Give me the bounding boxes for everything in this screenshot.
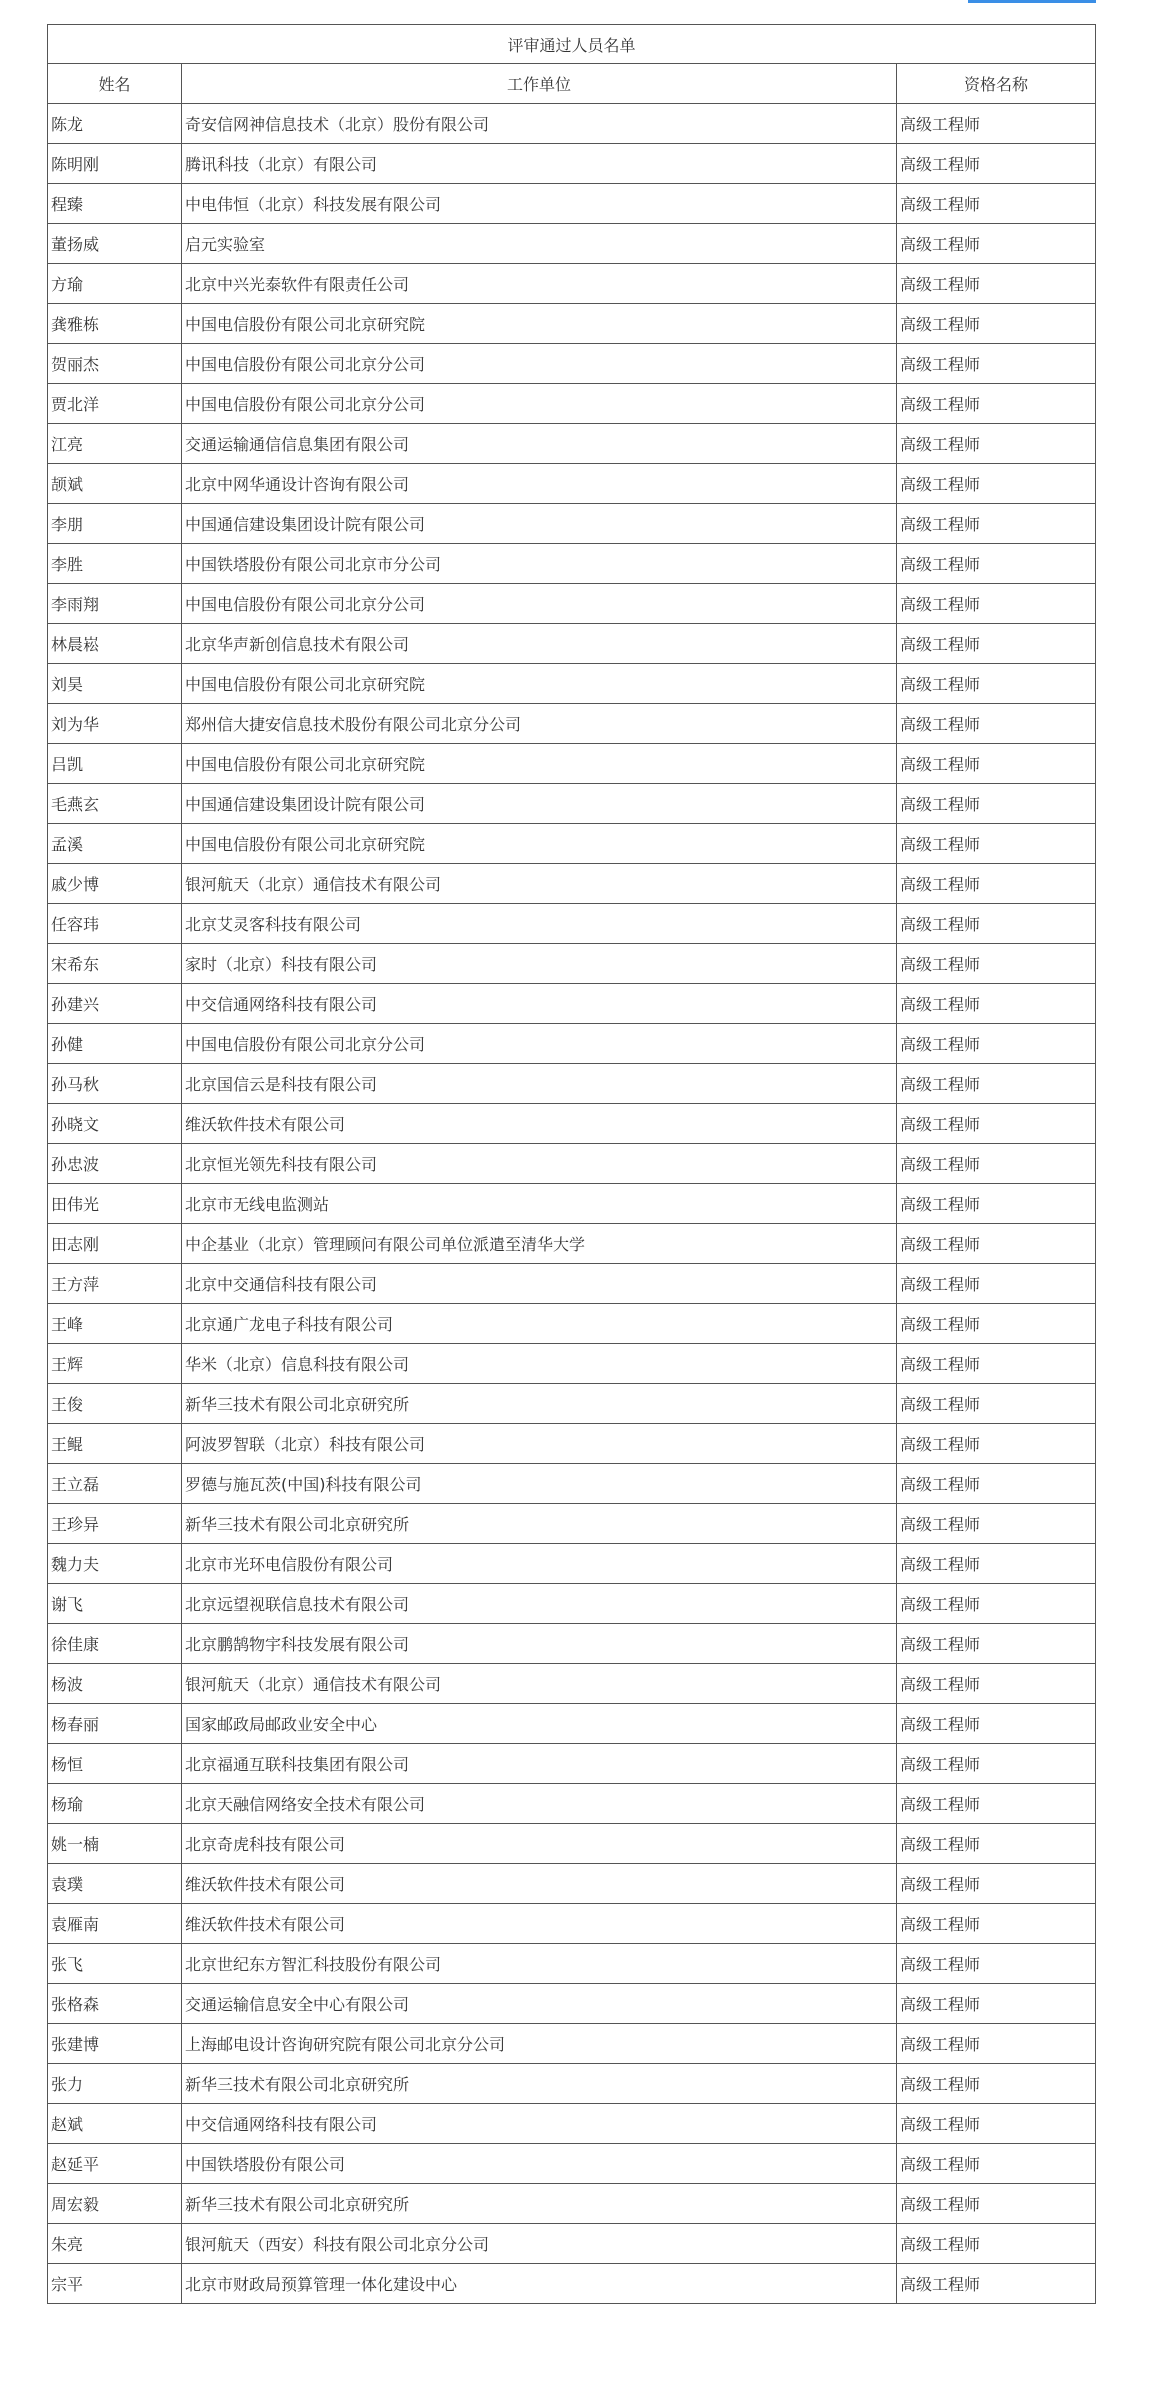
cell-qualification: 高级工程师: [897, 504, 1096, 544]
cell-unit: 中国电信股份有限公司北京研究院: [182, 304, 897, 344]
cell-unit: 新华三技术有限公司北京研究所: [182, 1384, 897, 1424]
cell-unit: 中国电信股份有限公司北京分公司: [182, 344, 897, 384]
table-row: [48, 1344, 1096, 1384]
cell-unit: 中国电信股份有限公司北京研究院: [182, 824, 897, 864]
cell-name: 赵斌: [48, 2104, 182, 2144]
cell-name: 龚雅栋: [48, 304, 182, 344]
cell-unit: 中国电信股份有限公司北京研究院: [182, 744, 897, 784]
table-row: [48, 1704, 1096, 1744]
cell-qualification: 高级工程师: [897, 1504, 1096, 1544]
cell-unit: 北京鹏鹄物宇科技发展有限公司: [182, 1624, 897, 1664]
cell-name: 刘为华: [48, 704, 182, 744]
cell-qualification: 高级工程师: [897, 1424, 1096, 1464]
cell-name: 张建博: [48, 2024, 182, 2064]
cell-qualification: 高级工程师: [897, 624, 1096, 664]
cell-qualification: 高级工程师: [897, 104, 1096, 144]
table-row: [48, 1464, 1096, 1504]
cell-name: 姚一楠: [48, 1824, 182, 1864]
cell-qualification: 高级工程师: [897, 424, 1096, 464]
table-title: 评审通过人员名单: [48, 25, 1096, 64]
cell-qualification: 高级工程师: [897, 1624, 1096, 1664]
cell-qualification: 高级工程师: [897, 1184, 1096, 1224]
cell-name: 李朋: [48, 504, 182, 544]
cell-name: 宋希东: [48, 944, 182, 984]
cell-unit: 中电伟恒（北京）科技发展有限公司: [182, 184, 897, 224]
cell-unit: 中企基业（北京）管理顾问有限公司单位派遣至清华大学: [182, 1224, 897, 1264]
cell-unit: 北京艾灵客科技有限公司: [182, 904, 897, 944]
cell-unit: 中交信通网络科技有限公司: [182, 984, 897, 1024]
table-row: [48, 1584, 1096, 1624]
table-row: [48, 1424, 1096, 1464]
cell-qualification: 高级工程师: [897, 1344, 1096, 1384]
cell-unit: 北京国信云是科技有限公司: [182, 1064, 897, 1104]
cell-name: 孙晓文: [48, 1104, 182, 1144]
cell-unit: 北京中兴光泰软件有限责任公司: [182, 264, 897, 304]
cell-name: 王峰: [48, 1304, 182, 1344]
cell-qualification: 高级工程师: [897, 1024, 1096, 1064]
cell-name: 朱亮: [48, 2224, 182, 2264]
table-row: [48, 224, 1096, 264]
cell-unit: 银河航天（北京）通信技术有限公司: [182, 1664, 897, 1704]
cell-name: 王鲲: [48, 1424, 182, 1464]
cell-name: 毛燕玄: [48, 784, 182, 824]
cell-unit: 中国铁塔股份有限公司北京市分公司: [182, 544, 897, 584]
table-row: [48, 304, 1096, 344]
cell-qualification: 高级工程师: [897, 704, 1096, 744]
header-qualification: 资格名称: [897, 64, 1096, 104]
cell-name: 任容玮: [48, 904, 182, 944]
cell-qualification: 高级工程师: [897, 144, 1096, 184]
cell-qualification: 高级工程师: [897, 344, 1096, 384]
cell-unit: 中国电信股份有限公司北京分公司: [182, 1024, 897, 1064]
cell-name: 王俊: [48, 1384, 182, 1424]
table-row: [48, 344, 1096, 384]
cell-unit: 郑州信大捷安信息技术股份有限公司北京分公司: [182, 704, 897, 744]
cell-qualification: 高级工程师: [897, 1744, 1096, 1784]
cell-name: 颉斌: [48, 464, 182, 504]
cell-name: 孙健: [48, 1024, 182, 1064]
table-row: [48, 1984, 1096, 2024]
cell-unit: 北京世纪东方智汇科技股份有限公司: [182, 1944, 897, 1984]
table-row: [48, 1264, 1096, 1304]
table-row: [48, 1224, 1096, 1264]
table-row: [48, 264, 1096, 304]
cell-name: 田志刚: [48, 1224, 182, 1264]
table-body: [48, 104, 1096, 2304]
table-row: [48, 1504, 1096, 1544]
cell-unit: 北京市无线电监测站: [182, 1184, 897, 1224]
table-row: [48, 2184, 1096, 2224]
cell-unit: 腾讯科技（北京）有限公司: [182, 144, 897, 184]
cell-qualification: 高级工程师: [897, 664, 1096, 704]
cell-unit: 北京中网华通设计咨询有限公司: [182, 464, 897, 504]
table-row: [48, 1864, 1096, 1904]
cell-unit: 罗德与施瓦茨(中国)科技有限公司: [182, 1464, 897, 1504]
header-unit: 工作单位: [182, 64, 897, 104]
cell-qualification: 高级工程师: [897, 1864, 1096, 1904]
cell-name: 孟溪: [48, 824, 182, 864]
cell-qualification: 高级工程师: [897, 184, 1096, 224]
cell-name: 杨春丽: [48, 1704, 182, 1744]
cell-qualification: 高级工程师: [897, 2024, 1096, 2064]
table-row: [48, 1904, 1096, 1944]
cell-qualification: 高级工程师: [897, 1104, 1096, 1144]
cell-name: 张力: [48, 2064, 182, 2104]
cell-qualification: 高级工程师: [897, 2064, 1096, 2104]
cell-qualification: 高级工程师: [897, 944, 1096, 984]
cell-name: 魏力夫: [48, 1544, 182, 1584]
cell-qualification: 高级工程师: [897, 264, 1096, 304]
table-row: [48, 944, 1096, 984]
cell-name: 刘昊: [48, 664, 182, 704]
cell-name: 杨恒: [48, 1744, 182, 1784]
cell-unit: 银河航天（北京）通信技术有限公司: [182, 864, 897, 904]
cell-unit: 北京中交通信科技有限公司: [182, 1264, 897, 1304]
table-row: [48, 1824, 1096, 1864]
cell-name: 李胜: [48, 544, 182, 584]
cell-unit: 维沃软件技术有限公司: [182, 1864, 897, 1904]
cell-name: 李雨翔: [48, 584, 182, 624]
cell-unit: 中国电信股份有限公司北京分公司: [182, 584, 897, 624]
cell-name: 江亮: [48, 424, 182, 464]
cell-qualification: 高级工程师: [897, 1544, 1096, 1584]
cell-qualification: 高级工程师: [897, 904, 1096, 944]
cell-qualification: 高级工程师: [897, 984, 1096, 1024]
cell-qualification: 高级工程师: [897, 1704, 1096, 1744]
cell-qualification: 高级工程师: [897, 224, 1096, 264]
table-row: [48, 704, 1096, 744]
table-row: [48, 1544, 1096, 1584]
cell-qualification: 高级工程师: [897, 1584, 1096, 1624]
cell-unit: 启元实验室: [182, 224, 897, 264]
cell-name: 赵延平: [48, 2144, 182, 2184]
cell-unit: 中国电信股份有限公司北京研究院: [182, 664, 897, 704]
cell-unit: 上海邮电设计咨询研究院有限公司北京分公司: [182, 2024, 897, 2064]
table-row: [48, 744, 1096, 784]
cell-name: 董扬威: [48, 224, 182, 264]
cell-unit: 新华三技术有限公司北京研究所: [182, 2064, 897, 2104]
table-row: [48, 104, 1096, 144]
cell-name: 张飞: [48, 1944, 182, 1984]
cell-unit: 中国铁塔股份有限公司: [182, 2144, 897, 2184]
table-row: [48, 2264, 1096, 2304]
cell-name: 孙忠波: [48, 1144, 182, 1184]
cell-name: 杨波: [48, 1664, 182, 1704]
approved-personnel-table: [47, 24, 1096, 2304]
table-row: [48, 544, 1096, 584]
cell-unit: 北京恒光领先科技有限公司: [182, 1144, 897, 1184]
table-row: [48, 2224, 1096, 2264]
cell-name: 林晨崧: [48, 624, 182, 664]
table-row: [48, 784, 1096, 824]
cell-qualification: 高级工程师: [897, 1304, 1096, 1344]
cell-qualification: 高级工程师: [897, 1224, 1096, 1264]
top-accent-bar: [968, 0, 1096, 3]
cell-qualification: 高级工程师: [897, 1984, 1096, 2024]
cell-unit: 阿波罗智联（北京）科技有限公司: [182, 1424, 897, 1464]
cell-qualification: 高级工程师: [897, 1464, 1096, 1504]
table-row: [48, 1784, 1096, 1824]
table-row: [48, 2144, 1096, 2184]
cell-unit: 中国通信建设集团设计院有限公司: [182, 784, 897, 824]
cell-name: 张格森: [48, 1984, 182, 2024]
cell-unit: 家时（北京）科技有限公司: [182, 944, 897, 984]
table-row: [48, 2064, 1096, 2104]
cell-qualification: 高级工程师: [897, 2264, 1096, 2304]
cell-unit: 北京华声新创信息技术有限公司: [182, 624, 897, 664]
table-row: [48, 1944, 1096, 1984]
cell-unit: 银河航天（西安）科技有限公司北京分公司: [182, 2224, 897, 2264]
table-row: [48, 1144, 1096, 1184]
cell-name: 戚少博: [48, 864, 182, 904]
cell-unit: 北京市财政局预算管理一体化建设中心: [182, 2264, 897, 2304]
cell-name: 周宏毅: [48, 2184, 182, 2224]
table-row: [48, 1744, 1096, 1784]
cell-qualification: 高级工程师: [897, 2104, 1096, 2144]
table-row: [48, 1384, 1096, 1424]
cell-name: 吕凯: [48, 744, 182, 784]
cell-unit: 北京市光环电信股份有限公司: [182, 1544, 897, 1584]
cell-qualification: 高级工程师: [897, 1784, 1096, 1824]
cell-name: 陈明刚: [48, 144, 182, 184]
cell-qualification: 高级工程师: [897, 304, 1096, 344]
cell-unit: 华米（北京）信息科技有限公司: [182, 1344, 897, 1384]
cell-name: 谢飞: [48, 1584, 182, 1624]
table-row: [48, 1104, 1096, 1144]
cell-qualification: 高级工程师: [897, 464, 1096, 504]
cell-name: 王珍异: [48, 1504, 182, 1544]
cell-unit: 中国电信股份有限公司北京分公司: [182, 384, 897, 424]
cell-qualification: 高级工程师: [897, 1824, 1096, 1864]
table-row: [48, 984, 1096, 1024]
cell-name: 贾北洋: [48, 384, 182, 424]
cell-unit: 新华三技术有限公司北京研究所: [182, 1504, 897, 1544]
cell-qualification: 高级工程师: [897, 2224, 1096, 2264]
cell-qualification: 高级工程师: [897, 2184, 1096, 2224]
cell-unit: 北京天融信网络安全技术有限公司: [182, 1784, 897, 1824]
table-row: [48, 1664, 1096, 1704]
cell-name: 贺丽杰: [48, 344, 182, 384]
cell-unit: 维沃软件技术有限公司: [182, 1904, 897, 1944]
cell-name: 方瑜: [48, 264, 182, 304]
cell-name: 袁璞: [48, 1864, 182, 1904]
cell-unit: 交通运输通信信息集团有限公司: [182, 424, 897, 464]
header-name: 姓名: [48, 64, 182, 104]
table-row: [48, 504, 1096, 544]
cell-unit: 北京福通互联科技集团有限公司: [182, 1744, 897, 1784]
cell-qualification: 高级工程师: [897, 1144, 1096, 1184]
cell-qualification: 高级工程师: [897, 744, 1096, 784]
table-row: [48, 384, 1096, 424]
cell-name: 王方萍: [48, 1264, 182, 1304]
cell-name: 孙建兴: [48, 984, 182, 1024]
table-row: [48, 2024, 1096, 2064]
cell-qualification: 高级工程师: [897, 1944, 1096, 1984]
cell-qualification: 高级工程师: [897, 1264, 1096, 1304]
table-row: [48, 144, 1096, 184]
cell-qualification: 高级工程师: [897, 784, 1096, 824]
table-row: [48, 904, 1096, 944]
cell-unit: 中交信通网络科技有限公司: [182, 2104, 897, 2144]
cell-unit: 北京通广龙电子科技有限公司: [182, 1304, 897, 1344]
cell-name: 宗平: [48, 2264, 182, 2304]
cell-qualification: 高级工程师: [897, 1904, 1096, 1944]
cell-unit: 中国通信建设集团设计院有限公司: [182, 504, 897, 544]
cell-unit: 北京远望视联信息技术有限公司: [182, 1584, 897, 1624]
cell-unit: 新华三技术有限公司北京研究所: [182, 2184, 897, 2224]
cell-qualification: 高级工程师: [897, 544, 1096, 584]
cell-name: 袁雁南: [48, 1904, 182, 1944]
table-row: [48, 1624, 1096, 1664]
cell-unit: 国家邮政局邮政业安全中心: [182, 1704, 897, 1744]
cell-qualification: 高级工程师: [897, 1064, 1096, 1104]
cell-unit: 奇安信网神信息技术（北京）股份有限公司: [182, 104, 897, 144]
cell-name: 杨瑜: [48, 1784, 182, 1824]
table-row: [48, 1184, 1096, 1224]
cell-qualification: 高级工程师: [897, 1664, 1096, 1704]
cell-name: 王辉: [48, 1344, 182, 1384]
cell-unit: 北京奇虎科技有限公司: [182, 1824, 897, 1864]
cell-qualification: 高级工程师: [897, 824, 1096, 864]
table-row: [48, 1024, 1096, 1064]
cell-unit: 维沃软件技术有限公司: [182, 1104, 897, 1144]
cell-name: 王立磊: [48, 1464, 182, 1504]
table-row: [48, 864, 1096, 904]
table-row: [48, 584, 1096, 624]
cell-name: 程臻: [48, 184, 182, 224]
table-row: [48, 624, 1096, 664]
cell-qualification: 高级工程师: [897, 1384, 1096, 1424]
table-row: [48, 424, 1096, 464]
cell-qualification: 高级工程师: [897, 384, 1096, 424]
table-row: [48, 824, 1096, 864]
cell-name: 孙马秋: [48, 1064, 182, 1104]
cell-qualification: 高级工程师: [897, 864, 1096, 904]
cell-name: 陈龙: [48, 104, 182, 144]
table-row: [48, 2104, 1096, 2144]
cell-unit: 交通运输信息安全中心有限公司: [182, 1984, 897, 2024]
cell-qualification: 高级工程师: [897, 584, 1096, 624]
table-row: [48, 1064, 1096, 1104]
table-row: [48, 184, 1096, 224]
cell-name: 田伟光: [48, 1184, 182, 1224]
cell-name: 徐佳康: [48, 1624, 182, 1664]
cell-qualification: 高级工程师: [897, 2144, 1096, 2184]
table-row: [48, 1304, 1096, 1344]
table-row: [48, 664, 1096, 704]
table-row: [48, 464, 1096, 504]
